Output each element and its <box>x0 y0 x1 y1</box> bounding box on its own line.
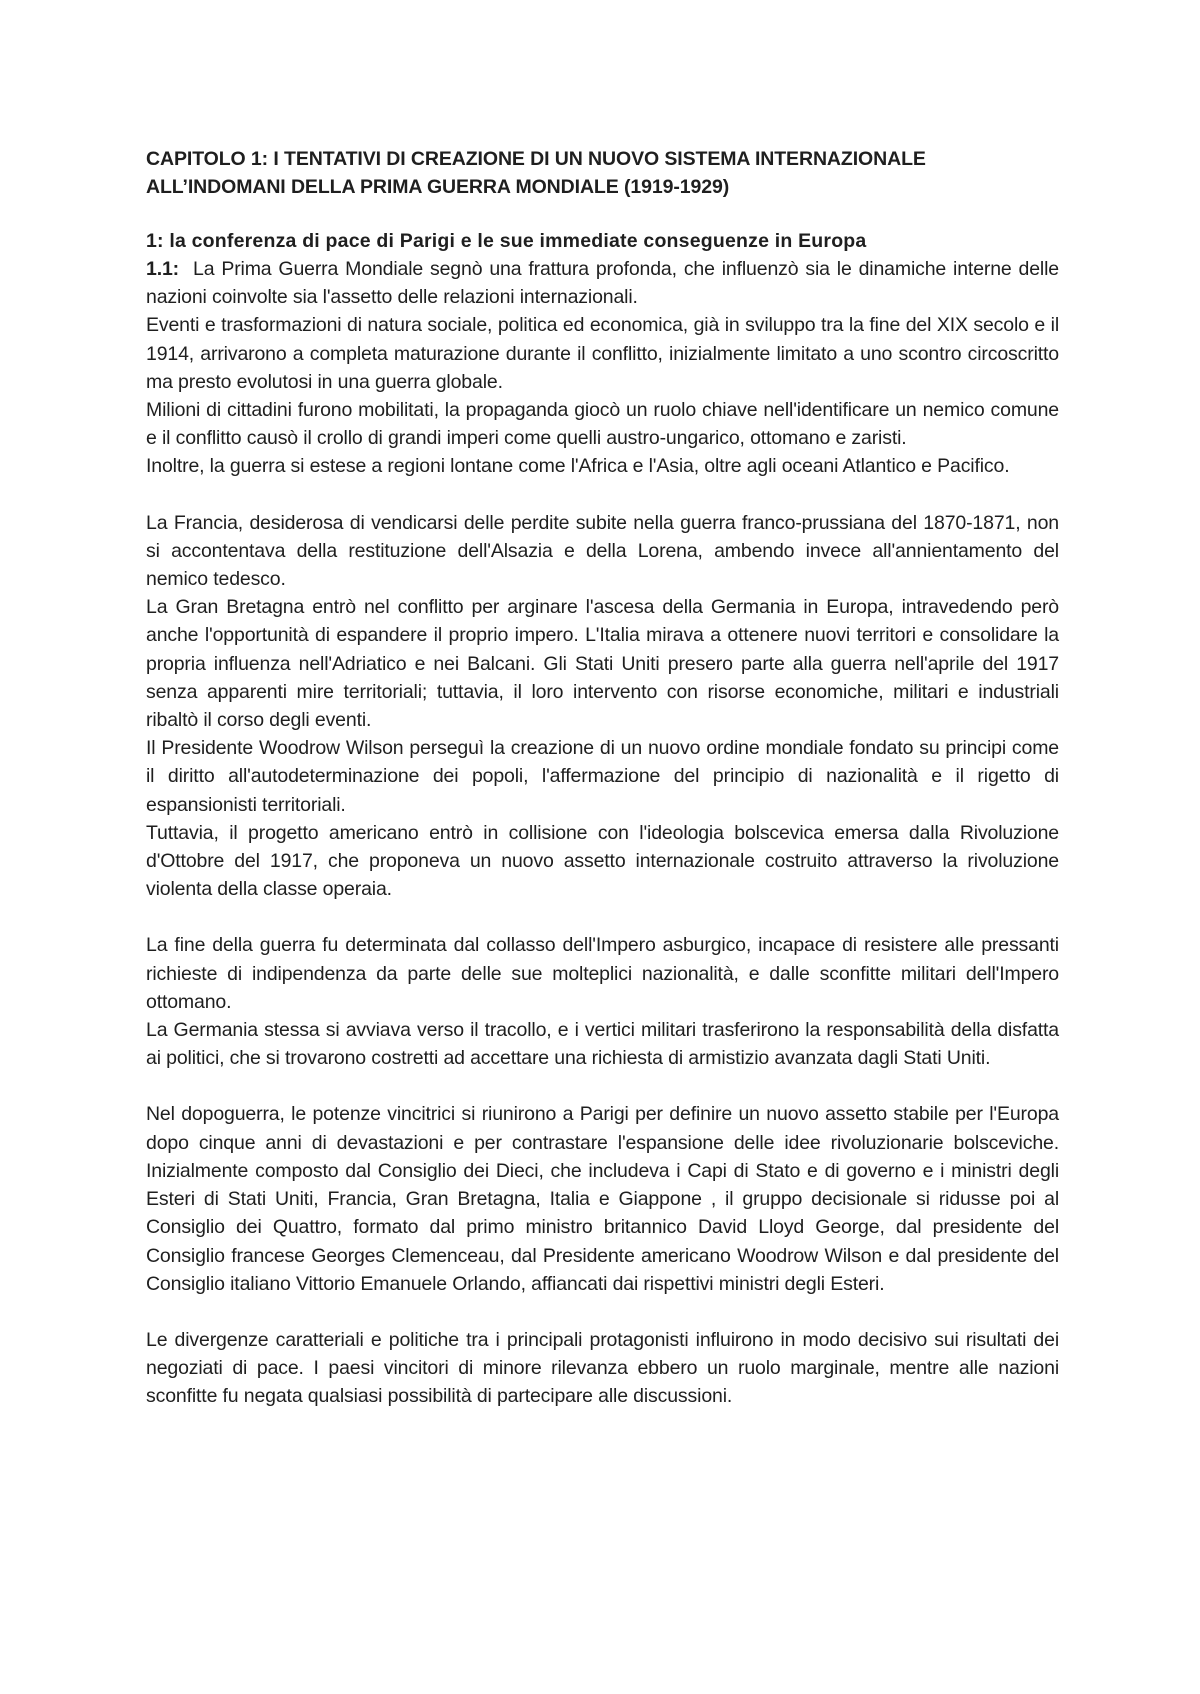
paragraph-gap <box>146 1298 1059 1326</box>
paragraph-gap <box>146 1072 1059 1100</box>
paragraph: Milioni di cittadini furono mobilitati, la propaganda giocò un ruolo chiave nell'identificare un nemico comune e il conflitto causò il crollo di grandi imperi come quelli austro-ungarico, ottomano e zaristi. <box>146 399 1059 450</box>
chapter-title-line2: ALL’INDOMANI DELLA PRIMA GUERRA MONDIALE (1919-1929) <box>146 176 730 198</box>
document-page <box>146 145 1059 1411</box>
paragraph: La Germania stessa si avviava verso il tracollo, e i vertici militari trasferirono la responsabilità della disfatta ai politici, che si trovarono costretti ad accettare una richiesta di armistizio avanzata dagli Stati Uniti. <box>146 1019 1059 1070</box>
subsection-label: 1.1: <box>146 258 180 280</box>
paragraph: La Francia, desiderosa di vendicarsi delle perdite subite nella guerra franco-prussiana del 1870-1871, non si accontentava della restituzione dell'Alsazia e della Lorena, ambendo invece all'annientamento del nemico tedesco. <box>146 511 1059 591</box>
paragraph: La Gran Bretagna entrò nel conflitto per arginare l'ascesa della Germania in Europa, intravedendo però anche l'opportunità di espandere il proprio impero. L'Italia mirava a ottenere nuovi territori e consolidare la propria influenza nell'Adriatico e nei Balcani. Gli Stati Uniti presero parte alla guerra nell'aprile del 1917 senza apparenti mire territoriali; tuttavia, il loro intervento con risorse economiche, militari e industriali ribaltò il corso degli eventi. <box>146 596 1059 732</box>
chapter-title <box>146 145 1059 201</box>
paragraph: Le divergenze caratteriali e politiche tra i principali protagonisti influirono in modo decisivo sui risultati dei negoziati di pace. I paesi vincitori di minore rilevanza ebbero un ruolo marginale, mentre alle nazioni sconfitte fu negata qualsiasi possibilità di partecipare alle discussioni. <box>146 1328 1059 1408</box>
paragraph: Nel dopoguerra, le potenze vincitrici si riunirono a Parigi per definire un nuovo assetto stabile per l'Europa dopo cinque anni di devastazioni e per contrastare l'espansione delle idee rivoluzionarie bolsceviche. Inizialmente composto dal Consiglio dei Dieci, che includeva i Capi di Stato e di governo e i ministri degli Esteri di Stati Uniti, Francia, Gran Bretagna, Italia e Giappone , il gruppo decisionale si ridusse poi al Consiglio dei Quattro, formato dal primo ministro britannico David Lloyd George, dal presidente del Consiglio francese Georges Clemenceau, dal Presidente americano Woodrow Wilson e dal presidente del Consiglio italiano Vittorio Emanuele Orlando, affiancati dai rispettivi ministri degli Esteri. <box>146 1103 1059 1295</box>
paragraph: 1.1: La Prima Guerra Mondiale segnò una frattura profonda, che influenzò sia le dinamiche interne delle nazioni coinvolte sia l'assetto delle relazioni internazionali. <box>146 258 1059 309</box>
section-heading: 1: la conferenza di pace di Parigi e le sue immediate conseguenze in Europa <box>146 230 867 252</box>
paragraph-gap <box>146 903 1059 931</box>
paragraph: Tuttavia, il progetto americano entrò in collisione con l'ideologia bolscevica emersa dalla Rivoluzione d'Ottobre del 1917, che proponeva un nuovo assetto internazionale costruito attraverso la rivoluzione violenta della classe operaia. <box>146 821 1059 901</box>
chapter-title-line1: CAPITOLO 1: I TENTATIVI DI CREAZIONE DI UN NUOVO SISTEMA INTERNAZIONALE <box>146 148 926 170</box>
paragraph: Inoltre, la guerra si estese a regioni lontane come l'Africa e l'Asia, oltre agli oceani Atlantico e Pacifico. <box>146 455 1010 478</box>
paragraph: Il Presidente Woodrow Wilson perseguì la creazione di un nuovo ordine mondiale fondato su principi come il diritto all'autodeterminazione dei popoli, l'affermazione del principio di nazionalità e il rigetto di espansionisti territoriali. <box>146 737 1059 816</box>
paragraph: La fine della guerra fu determinata dal collasso dell'Impero asburgico, incapace di resistere alle pressanti richieste di indipendenza da parte delle sue molteplici nazionalità, e dalle sconfitte militari dell'Impero ottomano. <box>146 934 1059 1013</box>
paragraph-gap <box>146 481 1059 509</box>
paragraph: Eventi e trasformazioni di natura sociale, politica ed economica, già in sviluppo tra la fine del XIX secolo e il 1914, arrivarono a completa maturazione durante il conflitto, inizialmente limitato a uno scontro circoscritto ma presto evolutosi in una guerra globale. <box>146 314 1059 393</box>
